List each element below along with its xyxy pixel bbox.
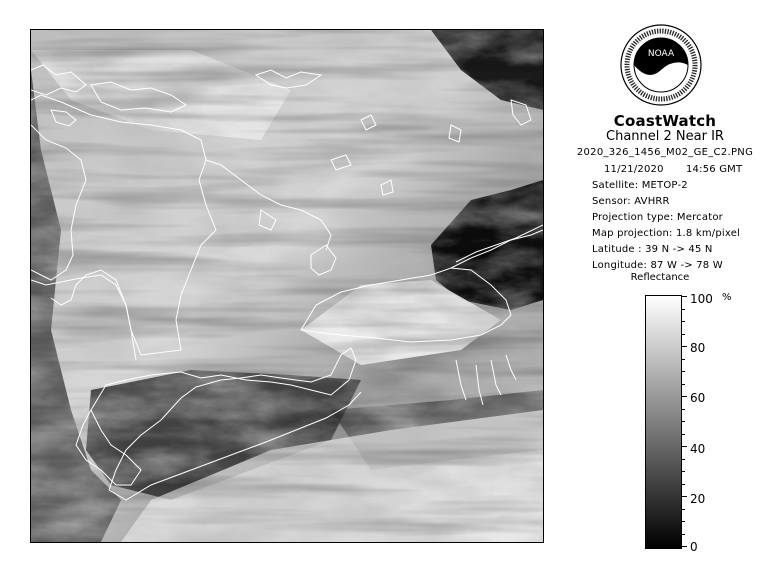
colorbar-tick <box>681 484 685 485</box>
map-projection-label: Map projection: 1.8 km/pixel <box>592 228 741 239</box>
tick-label: 0 <box>690 540 698 554</box>
logo-text: NOAA <box>647 49 675 59</box>
colorbar-tick <box>681 396 687 397</box>
colorbar-tick <box>681 446 687 447</box>
colorbar-tick <box>681 371 685 372</box>
colorbar-tick <box>681 409 685 410</box>
colorbar-tick <box>681 321 685 322</box>
tick-label: 20 <box>690 492 706 506</box>
colorbar-tick <box>681 509 685 510</box>
reflectance-colorbar <box>645 295 682 549</box>
colorbar-tick <box>681 346 687 347</box>
filename-label: 2020_326_1456_M02_GE_C2.PNG <box>576 147 754 158</box>
satellite-label: Satellite: METOP-2 <box>592 180 688 191</box>
legend-title: Reflectance <box>630 272 690 283</box>
colorbar-tick <box>681 496 687 497</box>
colorbar-tick <box>681 471 685 472</box>
longitude-label: Longitude: 87 W -> 78 W <box>592 260 723 271</box>
colorbar-tick <box>681 459 685 460</box>
colorbar-tick <box>681 534 685 535</box>
app-title: CoastWatch <box>613 112 717 130</box>
tick-label: 80 <box>690 341 706 355</box>
colorbar-tick <box>681 546 687 547</box>
projection-type-label: Projection type: Mercator <box>592 212 723 223</box>
satellite-image <box>31 30 543 542</box>
noaa-logo <box>620 24 702 106</box>
latitude-label: Latitude : 39 N -> 45 N <box>592 244 713 255</box>
colorbar-tick <box>681 421 685 422</box>
legend-unit: % <box>722 292 732 303</box>
time-label: 14:56 GMT <box>686 164 743 175</box>
tick-label: 100 <box>690 292 713 306</box>
colorbar-tick <box>681 521 685 522</box>
satellite-map <box>30 29 544 543</box>
colorbar-tick <box>681 434 685 435</box>
colorbar-tick <box>681 334 685 335</box>
colorbar-tick <box>681 359 685 360</box>
colorbar-tick <box>681 296 687 297</box>
colorbar-tick <box>681 309 685 310</box>
colorbar-tick <box>681 384 685 385</box>
tick-label: 40 <box>690 442 706 456</box>
channel-subtitle: Channel 2 Near IR <box>606 129 724 144</box>
sensor-label: Sensor: AVHRR <box>592 196 670 207</box>
tick-label: 60 <box>690 391 706 405</box>
date-label: 11/21/2020 <box>604 164 664 175</box>
